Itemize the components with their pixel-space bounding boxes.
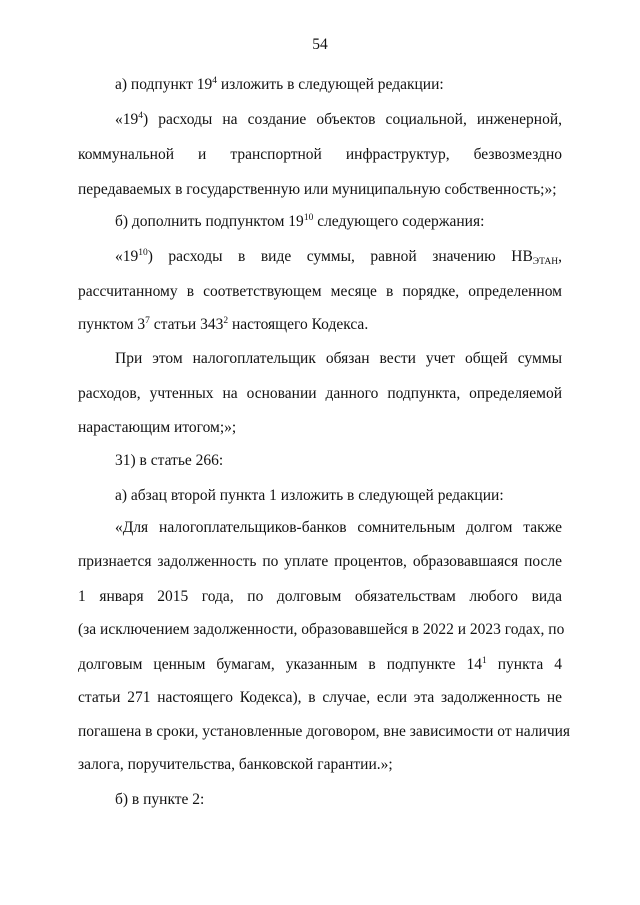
paragraph-line: При этом налогоплательщик обязан вести учет общей суммы — [115, 350, 562, 367]
paragraph-line — [115, 247, 562, 267]
paragraph-line: погашена в сроки, установленные договором, вне зависимости от наличия — [78, 723, 571, 740]
text-run: , — [558, 248, 562, 265]
paragraph-line — [78, 655, 562, 675]
text-run: следующего содержания: — [313, 213, 485, 230]
paragraph-line — [115, 212, 562, 232]
text-run: а) подпункт 19 — [115, 76, 213, 93]
text-run: б) дополнить подпунктом 19 — [115, 213, 304, 230]
paragraph-line: рассчитанному в соответствующем месяце в порядке, определенном — [78, 283, 562, 300]
paragraph-line: коммунальной и транспортной инфраструктур, безвозмездно — [78, 146, 562, 163]
text-run: ) расходы в виде суммы, равной значению НВ — [147, 248, 533, 265]
text-run: «19 — [115, 111, 139, 128]
superscript: 4 — [138, 111, 143, 121]
paragraph-line — [115, 75, 562, 95]
superscript: 2 — [223, 316, 229, 326]
text-run: пункта 4 — [486, 656, 563, 673]
paragraph-line — [78, 315, 562, 335]
text-run: «19 — [115, 248, 139, 265]
paragraph-line: залога, поручительства, банковской гарантии.»; — [78, 756, 393, 773]
paragraph-line: признается задолженность по уплате процентов, образовавшаяся после — [78, 553, 562, 570]
paragraph-line: нарастающим итогом;»; — [78, 419, 237, 436]
superscript: 10 — [138, 248, 148, 258]
paragraph-line: «Для налогоплательщиков-банков сомнительным долгом также — [115, 519, 562, 536]
paragraph-line: расходов, учтенных на основании данного подпункта, определяемой — [78, 385, 562, 402]
page-number: 54 — [312, 36, 328, 53]
paragraph-line: передаваемых в государственную или муниципальную собственность;»; — [78, 181, 557, 198]
paragraph-line — [115, 110, 562, 130]
subscript: ЭТАН — [532, 257, 559, 267]
paragraph-line: статьи 271 настоящего Кодекса), в случае, если эта задолженность не — [78, 689, 562, 706]
superscript: 10 — [303, 213, 314, 223]
text-run: пунктом 3 — [78, 316, 146, 333]
paragraph-line: а) абзац второй пункта 1 изложить в следующей редакции: — [115, 487, 504, 504]
text-run: ) расходы на создание объектов социальной, инженерной, — [143, 111, 562, 128]
text-run: изложить в следующей редакции: — [216, 76, 444, 93]
superscript: 4 — [212, 76, 217, 86]
paragraph-line: 1 января 2015 года, по долговым обязательствам любого вида — [78, 588, 562, 605]
paragraph-line: (за исключением задолженности, образовавшейся в 2022 и 2023 годах, по — [78, 621, 565, 638]
text-run: настоящего Кодекса. — [228, 316, 369, 333]
text-run: статьи 343 — [149, 316, 224, 333]
superscript: 7 — [145, 316, 150, 326]
text-run: долговым ценным бумагам, указанным в подпункте 14 — [78, 656, 483, 673]
paragraph-line: 31) в статье 266: — [115, 452, 224, 469]
superscript: 1 — [482, 656, 487, 666]
paragraph-line: б) в пункте 2: — [115, 791, 205, 808]
